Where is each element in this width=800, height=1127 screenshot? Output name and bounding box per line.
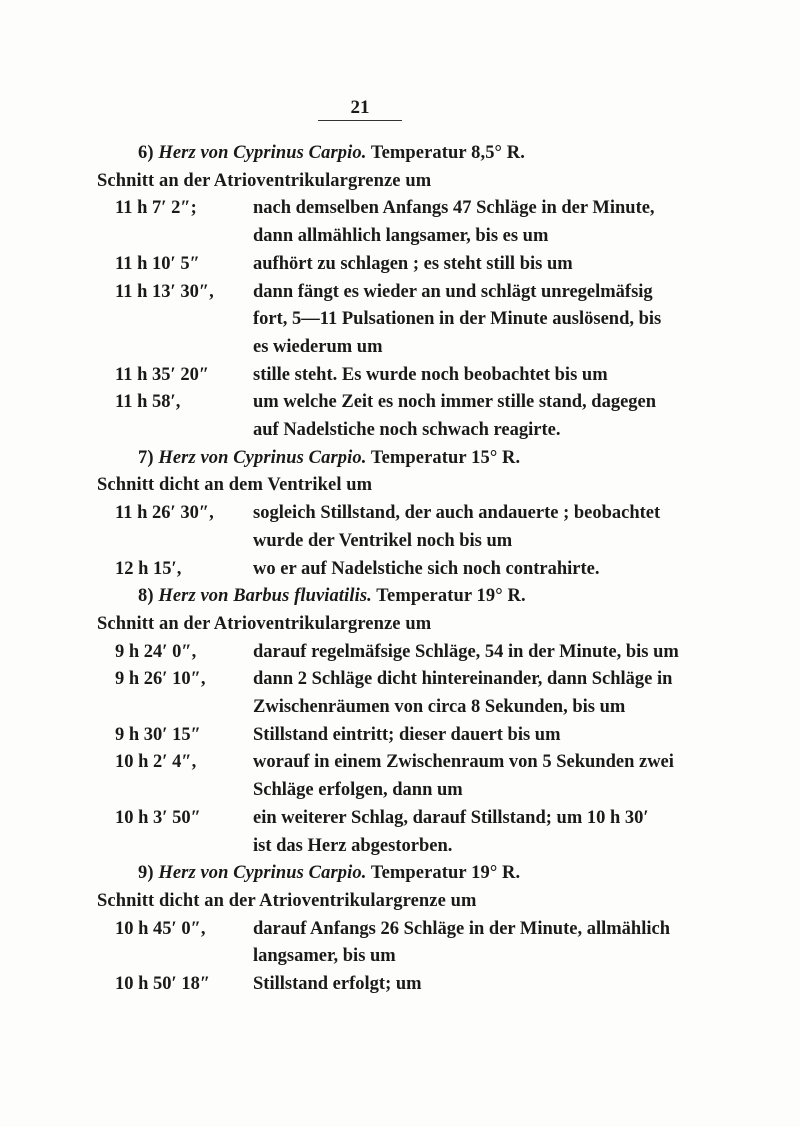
entry-text-line: Schläge erfolgen, dann um <box>253 780 463 801</box>
section-heading <box>138 447 520 469</box>
entry-text-line: dann allmählich langsamer, bis es um <box>253 226 549 247</box>
entry-text-line: es wiederum um <box>253 336 383 357</box>
entry-time: 10 h 50′ 18″ <box>115 974 211 994</box>
entry-text-line: worauf in einem Zwischenraum von 5 Sekunden zwei <box>253 752 674 773</box>
entry-text-line: stille steht. Es wurde noch beobachtet bis um <box>253 364 608 385</box>
page-number: 21 <box>350 97 370 118</box>
section-title: Herz von Cyprinus Carpio. <box>158 447 367 468</box>
page-number-rule <box>318 120 402 121</box>
entry-text-line: auf Nadelstiche noch schwach reagirte. <box>253 420 561 440</box>
entry-text-line: Stillstand eintritt; dieser dauert bis um <box>253 724 561 745</box>
entry-text-line: fort, 5—11 Pulsationen in der Minute auslösend, bis <box>253 309 662 330</box>
entry-time: 11 h 35′ 20″ <box>115 364 210 385</box>
entry-text-line: nach demselben Anfangs 47 Schläge in der Minute, <box>253 198 655 219</box>
section-number: 6) <box>138 143 159 163</box>
entry-time: 10 h 2′ 4″, <box>115 752 197 773</box>
entry-time: 11 h 58′, <box>115 392 181 413</box>
entry-text-line: wo er auf Nadelstiche sich noch contrahirte. <box>253 558 600 579</box>
entry-text-line: dann fängt es wieder an und schlägt unregelmäfsig <box>253 281 653 302</box>
entry-text-line: darauf regelmäfsige Schläge, 54 in der Minute, bis um <box>253 641 679 662</box>
section-title: Herz von Cyprinus Carpio. <box>158 863 367 884</box>
entry-time: 11 h 7′ 2″; <box>115 198 197 219</box>
entry-time: 9 h 26′ 10″, <box>115 669 206 690</box>
entry-time: 10 h 45′ 0″, <box>115 918 206 939</box>
section-temperature: Temperatur 8,5° R. <box>370 143 525 163</box>
entry-text-line: wurde der Ventrikel noch bis um <box>253 530 513 551</box>
section-temperature: Temperatur 19° R. <box>376 586 526 607</box>
section-number: 7) <box>138 447 159 468</box>
entry-text-line: ist das Herz abgestorben. <box>253 835 453 856</box>
section-heading <box>138 585 526 607</box>
section-number: 9) <box>138 863 159 884</box>
entry-text-line: ein weiterer Schlag, darauf Stillstand; um 10 h 30′ <box>253 807 649 828</box>
section-heading <box>138 862 520 884</box>
entry-text-line: aufhört zu schlagen ; es steht still bis um <box>253 253 573 274</box>
section-intro: Schnitt dicht an dem Ventrikel um <box>97 475 373 496</box>
section-title: Herz von Cyprinus Carpio. <box>158 143 367 163</box>
entry-text-line: langsamer, bis um <box>253 946 396 967</box>
section-number: 8) <box>138 586 159 607</box>
entry-time: 11 h 13′ 30″, <box>115 281 214 302</box>
entry-text-line: dann 2 Schläge dicht hintereinander, dann Schläge in <box>253 669 673 690</box>
entry-text-line: Zwischenräumen von circa 8 Sekunden, bis um <box>253 697 626 717</box>
entry-time: 10 h 3′ 50″ <box>115 807 201 828</box>
entry-text-line: sogleich Stillstand, der auch andauerte ; beobachtet <box>253 503 661 524</box>
entry-time: 9 h 24′ 0″, <box>115 641 197 662</box>
section-intro: Schnitt an der Atrioventrikulargrenze um <box>97 170 432 191</box>
entry-text-line: darauf Anfangs 26 Schläge in der Minute, allmählich <box>253 918 670 939</box>
entry-time: 11 h 10′ 5″ <box>115 253 200 274</box>
entry-time: 11 h 26′ 30″, <box>115 503 214 524</box>
entry-time: 12 h 15′, <box>115 558 182 579</box>
entry-text-line: Stillstand erfolgt; um <box>253 974 422 994</box>
section-intro: Schnitt dicht an der Atrioventrikulargrenze um <box>97 890 477 911</box>
section-heading <box>138 142 525 164</box>
entry-time: 9 h 30′ 15″ <box>115 724 201 745</box>
section-temperature: Temperatur 19° R. <box>370 863 521 884</box>
section-temperature: Temperatur 15° R. <box>370 447 521 468</box>
section-intro: Schnitt an der Atrioventrikulargrenze um <box>97 613 432 634</box>
entry-text-line: um welche Zeit es noch immer stille stand, dagegen <box>253 392 657 413</box>
section-title: Herz von Barbus fluviatilis. <box>158 586 372 607</box>
